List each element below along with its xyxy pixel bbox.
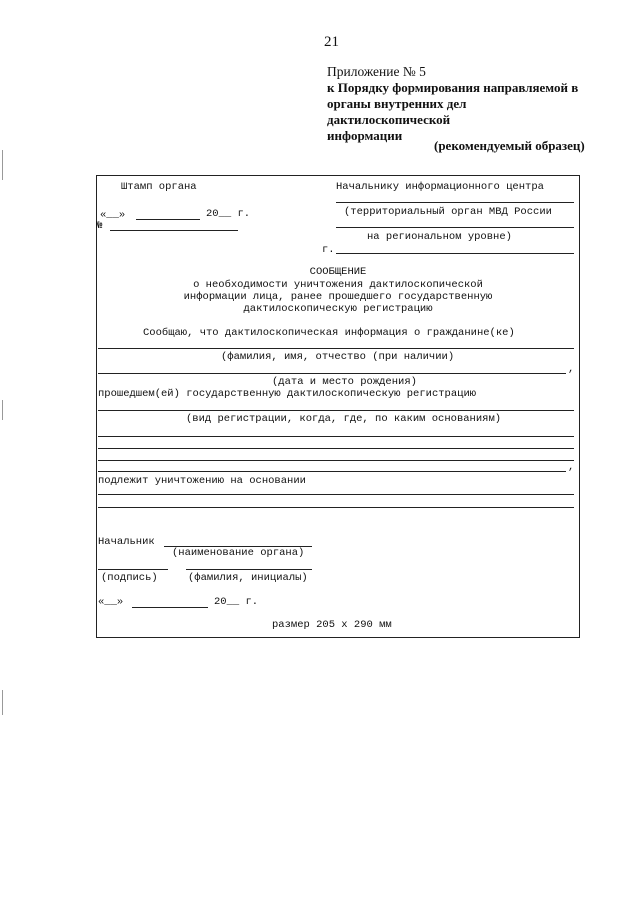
form-title: СООБЩЕНИЕ <box>309 266 367 278</box>
number-line <box>110 230 238 231</box>
date-year: 20__ г. <box>206 208 251 220</box>
birth-hint: (дата и место рождения) <box>272 376 417 388</box>
birth-line <box>98 373 566 374</box>
bottom-date-month-line <box>132 607 208 608</box>
basis-line <box>98 494 574 495</box>
annex-line: органы внутренних дел дактилоскопической <box>327 96 467 127</box>
form-box <box>96 175 580 638</box>
stamp-label: Штамп органа <box>121 181 197 193</box>
addressee-hint: (территориальный орган МВД России <box>344 206 552 218</box>
passed-text: прошедшем(ей) государственную дактилоскопическую регистрацию <box>98 388 477 400</box>
city-line <box>336 253 574 254</box>
chief-label: Начальник <box>98 536 155 548</box>
bottom-date-day: «__» <box>98 596 124 608</box>
name-line <box>98 348 574 349</box>
addressee-line <box>336 227 574 228</box>
date-month-line <box>136 219 200 220</box>
sample-note: (рекомендуемый образец) <box>434 138 585 153</box>
number-mark: № <box>96 220 103 232</box>
registration-line <box>98 448 574 449</box>
page-edge-mark <box>2 690 3 715</box>
addressee-line <box>336 202 574 203</box>
org-hint: (наименование органа) <box>172 547 305 559</box>
initials-line <box>186 569 312 570</box>
name-hint: (фамилия, имя, отчество (при наличии) <box>221 351 455 363</box>
annex-line: к Порядку формирования направляемой в <box>327 80 579 95</box>
registration-line <box>98 436 574 437</box>
registration-line <box>98 410 574 411</box>
page-edge-mark <box>2 150 3 180</box>
size-note: размер 205 х 290 мм <box>272 619 392 631</box>
addressee-hint-region: на региональном уровне) <box>367 231 512 243</box>
report-text: Сообщаю, что дактилоскопическая информация о гражданине(ке) <box>143 327 515 339</box>
bottom-date-year: 20__ г. <box>214 596 259 608</box>
comma: , <box>568 363 575 375</box>
signature-line <box>98 569 168 570</box>
addressee-label: Начальнику информационного центра <box>336 181 544 193</box>
registration-line <box>98 471 566 472</box>
annex-header <box>327 64 587 144</box>
annex-line: информации <box>327 128 403 143</box>
signature-hint: (подпись) <box>101 572 158 584</box>
date-day: «__» <box>100 209 126 221</box>
registration-hint: (вид регистрации, когда, где, по каким основаниям) <box>186 413 502 425</box>
annex-title: Приложение № 5 <box>327 64 426 79</box>
page-edge-mark <box>2 400 3 420</box>
registration-line <box>98 460 574 461</box>
initials-hint: (фамилия, инициалы) <box>188 572 308 584</box>
basis-line <box>98 507 574 508</box>
page-number: 21 <box>324 34 339 50</box>
city-prefix: г. <box>322 244 335 256</box>
form-subtitle-line: о необходимости уничтожения дактилоскопической <box>193 279 483 291</box>
comma: , <box>568 461 575 473</box>
form-subtitle-line: информации лица, ранее прошедшего государственную <box>183 291 493 303</box>
destroy-text: подлежит уничтожению на основании <box>98 475 306 487</box>
form-subtitle-line: дактилоскопическую регистрацию <box>243 303 433 315</box>
